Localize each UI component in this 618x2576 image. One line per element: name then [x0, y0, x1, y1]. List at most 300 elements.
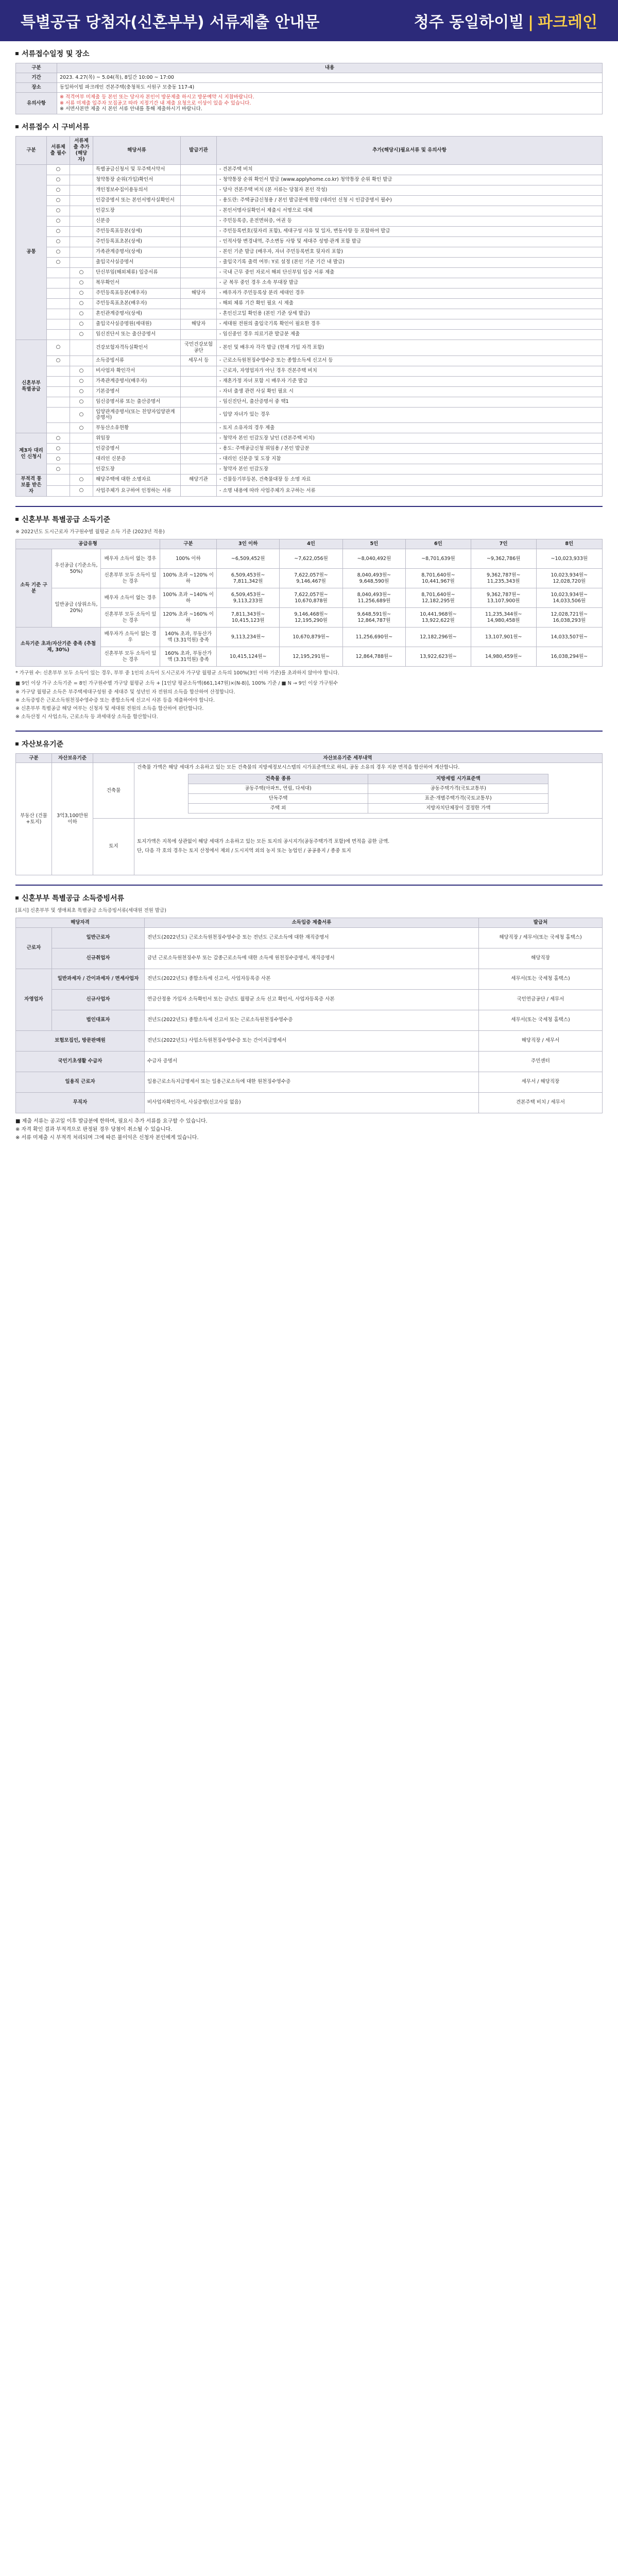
table-row — [16, 647, 603, 667]
income-value: 10,670,879원~ — [280, 628, 342, 647]
income-heading: 신혼부부 특별공급 소득기준 — [15, 514, 603, 524]
table-row — [16, 1092, 603, 1113]
income-value: 8,701,640원~ 12,182,295원 — [406, 588, 471, 608]
document-note: - 군 복무 중인 경우 소속 부대장 발급 — [217, 278, 603, 288]
document-note: - 건물등기부등본, 건축물대장 등 소명 자료 — [217, 474, 603, 485]
document-name: 해당주택에 대한 소명자료 — [93, 474, 181, 485]
additional-mark — [70, 257, 93, 267]
divider — [15, 506, 603, 507]
documents-col-header: 서류제출 추가(해당자) — [70, 137, 93, 165]
schedule-table — [15, 63, 603, 114]
col-asset-detail: 자산보유기준 세부내역 — [93, 753, 603, 763]
additional-mark — [70, 216, 93, 226]
additional-mark: ○ — [70, 288, 93, 298]
income-value: 16,038,294원~ — [536, 647, 602, 667]
land-label: 토지 — [93, 818, 134, 875]
schedule-heading: 서류접수일정 및 장소 — [15, 48, 603, 59]
document-name: 건강보험자격득실확인서 — [93, 340, 181, 355]
page-title: 특별공급 당첨자(신혼부부) 서류제출 안내문 — [21, 13, 320, 31]
issue-docs: 금년 근로소득원천징수부 또는 갑종근로소득에 대한 소득세 원천징수증명서, 재직증명서 — [145, 948, 479, 969]
row-label: 장소 — [16, 82, 57, 92]
building-label: 건축물 — [93, 763, 134, 818]
group-label: 제3자 대리인 신청시 — [16, 433, 47, 474]
issue-col-header: 발급처 — [479, 918, 603, 928]
required-mark: ○ — [47, 257, 70, 267]
issuer-name: 해당기관 — [181, 474, 217, 485]
issuer-name — [181, 216, 217, 226]
issuer-name — [181, 407, 217, 423]
document-name: 비사업자 확인각서 — [93, 366, 181, 376]
issue-section — [0, 893, 618, 1142]
required-mark — [47, 329, 70, 340]
issuer-name — [181, 298, 217, 309]
issue-sub: 법인대표자 — [52, 1010, 145, 1030]
document-name: 주민등록표초본(배우자) — [93, 298, 181, 309]
issuer-name — [181, 267, 217, 278]
income-pct: 120% 초과 ~160% 이하 — [160, 608, 217, 628]
schedule-section — [0, 48, 618, 114]
document-note: - 인적사항 변경내역, 주소변동 사항 및 세대주 성명·관계 포함 발급 — [217, 236, 603, 247]
document-name: 출입국사실증명원(세대원) — [93, 319, 181, 329]
income-value: 9,362,787원~ 13,107,900원 — [471, 588, 536, 608]
documents-col-header: 구분 — [16, 137, 47, 165]
additional-mark — [70, 195, 93, 206]
issuer-name — [181, 454, 217, 464]
document-note: - 해외 체류 기간 확인 필요 시 제출 — [217, 298, 603, 309]
document-note: - 대리인 신분증 및 도장 지참 — [217, 454, 603, 464]
table-row — [16, 247, 603, 257]
income-pct: 160% 초과, 부동산가액 (3.31억원) 충족 — [160, 647, 217, 667]
documents-header-row — [16, 137, 603, 165]
issue-table — [15, 918, 603, 1113]
income-group: 우선공급 (기준소득, 50%) — [52, 549, 101, 588]
issue-footer-line: ※ 자격 확인 결과 부적격으로 판정된 경우 당첨이 취소될 수 있습니다. — [15, 1126, 173, 1132]
document-note: - 출입국기록 출력 여부: Y로 설정 (본인 기준 기간 내 발급) — [217, 257, 603, 267]
document-note: - 토지 소유자의 경우 제출 — [217, 423, 603, 433]
required-mark — [47, 288, 70, 298]
document-name: 인감도장 — [93, 464, 181, 474]
additional-mark — [70, 340, 93, 355]
document-note: - 세대원 전원의 출입국기록 확인이 필요한 경우 — [217, 319, 603, 329]
document-name: 인감도장 — [93, 206, 181, 216]
income-value: 9,113,234원~ — [217, 628, 280, 647]
income-value: 7,622,057원~ 9,146,467원 — [280, 569, 342, 588]
sub-cell: 단독주택 — [188, 794, 368, 804]
caution-value — [57, 92, 603, 114]
income-col-header: 6인 — [406, 539, 471, 549]
issuer-name — [181, 226, 217, 236]
documents-heading: 서류접수 시 구비서류 — [15, 122, 603, 132]
income-value: 10,415,124원~ — [217, 647, 280, 667]
document-name: 혼인관계증명서(상세) — [93, 309, 181, 319]
income-kind: 배우자 소득이 없는 경우 — [101, 549, 160, 569]
additional-mark: ○ — [70, 407, 93, 423]
sub-cell: 공동주택(아파트, 연립, 다세대) — [188, 784, 368, 794]
issue-issuer: 국민연금공단 / 세무서 — [479, 989, 603, 1010]
document-name: 청약통장 순위(가입)확인서 — [93, 175, 181, 185]
sub-cell: 공동주택가격(국토교통부) — [368, 784, 548, 794]
col-asset-criterion: 자산보유기준 — [52, 753, 93, 763]
income-table-note: * 가구원 수: 신혼부부 모두 소득이 있는 경우, 부부 중 1인의 소득이 도시근로자 가구당 월평균 소득의 100%(3인 이하 기준)를 초과하지 않아야 합니다. — [15, 670, 339, 676]
divider — [15, 885, 603, 886]
building-detail — [134, 763, 603, 818]
required-mark: ○ — [47, 236, 70, 247]
document-note: - 본인 기준 발급 (배우자, 자녀 주민등록번호 뒷자리 포함) — [217, 247, 603, 257]
issue-col-header: 소득입증 제출서류 — [145, 918, 479, 928]
table-row — [16, 216, 603, 226]
issue-issuer: 해당직장 / 세무서(또는 국세청 홈택스) — [479, 927, 603, 948]
table-row — [16, 407, 603, 423]
land-desc: 토지가액은 지목에 상관없이 해당 세대가 소유하고 있는 모든 토지의 공시지가(공동주택가격 포함)에 면적을 곱한 금액. — [137, 839, 390, 845]
income-kind: 배우자가 소득이 없는 경우 — [101, 628, 160, 647]
document-note: - 재혼가정 자녀 포함 시 배우자 기준 발급 — [217, 376, 603, 386]
issue-col-header: 해당자격 — [16, 918, 145, 928]
issue-sub: 신규취업자 — [52, 948, 145, 969]
income-col-header: 공급유형 — [16, 539, 160, 549]
issue-docs: 연금산정용 가입자 소득확인서 또는 금년도 월평균 소득 신고 확인서, 사업자등록증 사본 — [145, 989, 479, 1010]
required-mark — [47, 319, 70, 329]
income-col-header: 7인 — [471, 539, 536, 549]
required-mark — [47, 397, 70, 407]
land-extra: 단, 다음 각 호의 경우는 토지 산정에서 제외 / 도시지역 외의 농지 또는 농업인 / 공공용지 / 종중 토지 — [137, 848, 351, 854]
required-mark: ○ — [47, 444, 70, 454]
additional-mark: ○ — [70, 329, 93, 340]
row-label: 기간 — [16, 73, 57, 82]
document-name: 인감증명서 또는 본인서명사실확인서 — [93, 195, 181, 206]
table-row — [16, 423, 603, 433]
issue-group: 자영업자 — [16, 969, 52, 1030]
income-note-line: ※ 신혼부부 특별공급 해당 여부는 신청자 및 세대원 전원의 소득을 합산하여 판단합니다. — [15, 706, 204, 711]
income-value: 12,864,788원~ — [342, 647, 405, 667]
asset-heading: 자산보유기준 — [15, 739, 603, 749]
issue-docs: 일용근로소득지급명세서 또는 일용근로소득에 대한 원천징수영수증 — [145, 1072, 479, 1092]
square-bullet-icon — [15, 896, 19, 900]
income-value: 8,701,640원~ 10,441,967원 — [406, 569, 471, 588]
issue-docs: 전년도(2022년도) 종합소득세 신고서, 사업자등록증 사본 — [145, 969, 479, 989]
income-block-label: 소득기준 초과/자산기준 충족 (추첨제, 30%) — [16, 628, 101, 667]
issuer-name: 국민건강보험공단 — [181, 340, 217, 355]
additional-mark: ○ — [70, 397, 93, 407]
additional-mark: ○ — [70, 423, 93, 433]
income-value: 6,509,453원~ 9,113,233원 — [217, 588, 280, 608]
issue-issuer: 견본주택 비치 / 세무서 — [479, 1092, 603, 1113]
income-col-header: 8인 — [536, 539, 602, 549]
income-kind: 신혼부부 모두 소득이 있는 경우 — [101, 647, 160, 667]
issue-sub: 일반근로자 — [52, 927, 145, 948]
title-separator: | — [528, 13, 534, 31]
table-row — [16, 464, 603, 474]
income-value: 10,023,934원~ 12,028,720원 — [536, 569, 602, 588]
required-mark: ○ — [47, 175, 70, 185]
table-row — [16, 1072, 603, 1092]
col-asset-type: 구분 — [16, 753, 52, 763]
table-row — [16, 1030, 603, 1051]
table-row — [16, 319, 603, 329]
issuer-name: 세무서 등 — [181, 355, 217, 366]
additional-mark: ○ — [70, 386, 93, 397]
additional-mark: ○ — [70, 309, 93, 319]
issuer-name — [181, 376, 217, 386]
document-name: 소득증빙서류 — [93, 355, 181, 366]
table-row — [16, 309, 603, 319]
document-note: - 임신중인 경우 의료기관 발급분 제출 — [217, 329, 603, 340]
issuer-name — [181, 309, 217, 319]
table-row — [16, 355, 603, 366]
documents-col-header: 해당서류 — [93, 137, 181, 165]
issuer-name: 해당자 — [181, 319, 217, 329]
document-note: - 입양 자녀가 있는 경우 — [217, 407, 603, 423]
issuer-name — [181, 247, 217, 257]
asset-section — [0, 739, 618, 875]
document-name: 위임장 — [93, 433, 181, 444]
income-col-header: 구분 — [160, 539, 217, 549]
document-name: 부동산소유현황 — [93, 423, 181, 433]
sub-col-kind: 건축물 종류 — [188, 774, 368, 784]
document-note: - 주민등록증, 운전면허증, 여권 등 — [217, 216, 603, 226]
table-row — [16, 376, 603, 386]
required-mark — [47, 376, 70, 386]
income-value: 12,028,721원~ 16,038,293원 — [536, 608, 602, 628]
required-mark — [47, 485, 70, 496]
sub-cell: 표준·개별주택가격(국토교통부) — [368, 794, 548, 804]
issuer-name — [181, 485, 217, 496]
issuer-name — [181, 464, 217, 474]
additional-mark — [70, 454, 93, 464]
required-mark: ○ — [47, 433, 70, 444]
income-value: 14,033,507원~ — [536, 628, 602, 647]
issue-footer-line: ■ 제출 서류는 공고일 이후 발급분에 한하며, 필요시 추가 서류를 요구할 수 있습니다. — [15, 1118, 208, 1124]
table-row — [16, 164, 603, 175]
income-pct: 140% 초과, 부동산가액 (3.31억원) 충족 — [160, 628, 217, 647]
header-banner — [0, 0, 618, 41]
row-label: 유의사항 — [16, 92, 57, 114]
required-mark — [47, 407, 70, 423]
group-label: 신혼부부 특별공급 — [16, 340, 47, 433]
table-row — [16, 386, 603, 397]
income-pct: 100% 초과 ~140% 이하 — [160, 588, 217, 608]
income-note-line: ※ 소득산정 시 사업소득, 근로소득 등 과세대상 소득을 합산합니다. — [15, 714, 158, 720]
document-note: - 배우자가 주민등록상 분리 세대인 경우 — [217, 288, 603, 298]
document-name: 주민등록표등본(배우자) — [93, 288, 181, 298]
table-row — [16, 474, 603, 485]
income-block-label: 소득 기준 구분 — [16, 549, 52, 628]
income-col-header: 4인 — [280, 539, 342, 549]
income-kind: 신혼부부 모두 소득이 있는 경우 — [101, 608, 160, 628]
documents-section — [0, 122, 618, 497]
additional-mark: ○ — [70, 376, 93, 386]
square-bullet-icon — [15, 52, 19, 55]
table-row — [16, 569, 603, 588]
income-value: ~8,040,492원 — [342, 549, 405, 569]
document-note: - 본인 및 배우자 각각 발급 (현재 가입 자격 포함) — [217, 340, 603, 355]
divider — [15, 731, 603, 732]
table-row — [16, 549, 603, 569]
issue-sub: 보험모집인, 방문판매원 — [16, 1030, 145, 1051]
table-row — [16, 206, 603, 216]
income-value: 10,023,934원~ 14,033,506원 — [536, 588, 602, 608]
income-note-line: ■ 9인 이상 가구 소득기준 = 8인 가구원수별 가구당 월평균 소득 + [1인당 평균소득액(661,147원)×(N-8)], 100% 기준 / ■ N → 9인 이상 가구원수 — [15, 681, 338, 687]
issue-sub: 일반과세자 / 간이과세자 / 면세사업자 — [52, 969, 145, 989]
issuer-name — [181, 195, 217, 206]
land-detail — [134, 818, 603, 875]
document-name: 개인정보수집이용동의서 — [93, 185, 181, 195]
issue-issuer: 세무서 / 해당직장 — [479, 1072, 603, 1092]
documents-col-header: 추가(해당시)필요서류 및 유의사항 — [217, 137, 603, 165]
building-desc: 건축물 가액은 해당 세대가 소유하고 있는 모든 건축물의 지방세정보시스템의 시가표준액으로 하되, 공동 소유의 경우 지분 면적을 합산하여 계산합니다. — [137, 765, 460, 771]
issuer-name — [181, 397, 217, 407]
issuer-name — [181, 164, 217, 175]
table-row — [16, 195, 603, 206]
required-mark — [47, 474, 70, 485]
issue-group: 근로자 — [16, 927, 52, 969]
issuer-name — [181, 423, 217, 433]
income-subtitle: ※ 2022년도 도시근로자 가구원수별 월평균 소득 기준 (2023년 적용) — [15, 529, 165, 535]
income-value: 9,648,591원~ 12,864,787원 — [342, 608, 405, 628]
square-bullet-icon — [15, 125, 19, 128]
issue-sub: 일용직 근로자 — [16, 1072, 145, 1092]
table-row — [16, 628, 603, 647]
income-value: 11,256,690원~ — [342, 628, 405, 647]
complex-name — [414, 9, 597, 32]
required-mark — [47, 278, 70, 288]
table-row — [16, 989, 603, 1010]
document-note: - 청약자 본인 인감도장 — [217, 464, 603, 474]
document-note: - 근로소득원천징수영수증 또는 종합소득세 신고서 등 — [217, 355, 603, 366]
table-row — [16, 433, 603, 444]
issue-sub: 무직자 — [16, 1092, 145, 1113]
required-mark: ○ — [47, 340, 70, 355]
sub-cell: 주택 외 — [188, 803, 368, 813]
table-row — [16, 298, 603, 309]
required-mark — [47, 423, 70, 433]
document-note: - 혼인신고일 확인용 (본인 기준 상세 발급) — [217, 309, 603, 319]
income-kind: 배우자 소득이 없는 경우 — [101, 588, 160, 608]
additional-mark: ○ — [70, 298, 93, 309]
documents-table — [15, 136, 603, 497]
table-row — [16, 948, 603, 969]
issue-issuer: 세무서(또는 국세청 홈택스) — [479, 969, 603, 989]
document-name: 인감증명서 — [93, 444, 181, 454]
issuer-name — [181, 206, 217, 216]
documents-col-header: 발급기관 — [181, 137, 217, 165]
issuer-name — [181, 444, 217, 454]
brand-label: 파크레인 — [538, 13, 597, 31]
document-note: - 근로자, 자영업자가 아닌 경우 견본주택 비치 — [217, 366, 603, 376]
asset-label: 부동산 (건물+토지) — [16, 763, 52, 875]
document-note: - 임신진단서, 출산증명서 중 택1 — [217, 397, 603, 407]
income-value: 10,441,968원~ 13,922,622원 — [406, 608, 471, 628]
document-name: 가족관계증명서(배우자) — [93, 376, 181, 386]
table-row — [16, 175, 603, 185]
table-row — [16, 226, 603, 236]
col-type: 구분 — [16, 63, 57, 73]
income-group: 일반공급 (상위소득, 20%) — [52, 588, 101, 628]
additional-mark — [70, 433, 93, 444]
document-name: 기본증명서 — [93, 386, 181, 397]
document-name: 임신진단서 또는 출산증명서 — [93, 329, 181, 340]
income-value: ~10,023,933원 — [536, 549, 602, 569]
income-value: 7,811,343원~ 10,415,123원 — [217, 608, 280, 628]
issue-docs: 전년도(2022년도) 사업소득원천징수영수증 또는 간이지급명세서 — [145, 1030, 479, 1051]
issue-subtitle: [표시] 신혼부부 및 생애최초 특별공급 소득증빙서류(세대원 전원 발급) — [15, 907, 166, 913]
income-value: ~8,701,639원 — [406, 549, 471, 569]
issue-issuer: 해당직장 / 세무서 — [479, 1030, 603, 1051]
document-note: - 당사 견본주택 비치 (본 서류는 당첨자 본인 작성) — [217, 185, 603, 195]
additional-mark: ○ — [70, 485, 93, 496]
income-value: 7,622,057원~ 10,670,878원 — [280, 588, 342, 608]
income-value: 8,040,493원~ 11,256,689원 — [342, 588, 405, 608]
issue-docs: 전년도(2022년도) 근로소득원천징수영수증 또는 전년도 근로소득에 대한 재직증명서 — [145, 927, 479, 948]
square-bullet-icon — [15, 518, 19, 521]
asset-table — [15, 753, 603, 875]
income-value: 8,040,493원~ 9,648,590원 — [342, 569, 405, 588]
income-pct: 100% 이하 — [160, 549, 217, 569]
required-mark: ○ — [47, 247, 70, 257]
required-mark: ○ — [47, 185, 70, 195]
income-value: 9,362,787원~ 11,235,343원 — [471, 569, 536, 588]
table-row — [16, 278, 603, 288]
income-col-header: 3인 이하 — [217, 539, 280, 549]
issue-docs: 수급자 증명서 — [145, 1051, 479, 1072]
document-note: - 용도란: 주택공급신청용 / 본인 발급분에 한함 (대리인 신청 시 인감증명서 필수) — [217, 195, 603, 206]
table-row — [16, 267, 603, 278]
required-mark — [47, 267, 70, 278]
income-note-line: ※ 소득증빙은 근로소득원천징수영수증 또는 종합소득세 신고서 사본 등을 제출하여야 합니다. — [15, 697, 215, 703]
income-pct: 100% 초과 ~120% 이하 — [160, 569, 217, 588]
income-kind: 신혼부부 모두 소득이 있는 경우 — [101, 569, 160, 588]
table-row — [16, 397, 603, 407]
table-row — [16, 1010, 603, 1030]
table-row — [16, 185, 603, 195]
document-note: - 청약통장 순위 확인서 발급 (www.applyhome.co.kr) 청약통장 순위 확인 발급 — [217, 175, 603, 185]
document-name: 대리인 신분증 — [93, 454, 181, 464]
building-subtable — [188, 774, 548, 814]
issue-sub: 신규사업자 — [52, 989, 145, 1010]
income-value: ~9,362,786원 — [471, 549, 536, 569]
issue-docs: 비사업자확인각서, 사실증명(신고사실 없음) — [145, 1092, 479, 1113]
issue-heading: 신혼부부 특별공급 소득증빙서류 — [15, 893, 603, 903]
document-name: 단신부임(해외체류) 입증서류 — [93, 267, 181, 278]
table-row — [16, 927, 603, 948]
issuer-name — [181, 366, 217, 376]
required-mark: ○ — [47, 195, 70, 206]
issuer-name — [181, 175, 217, 185]
required-mark — [47, 309, 70, 319]
document-note: - 소명 내용에 따라 사업주체가 요구하는 서류 — [217, 485, 603, 496]
required-mark: ○ — [47, 164, 70, 175]
required-mark: ○ — [47, 206, 70, 216]
asset-value: 3억3,100만원 이하 — [52, 763, 93, 875]
issue-issuer: 세무서(또는 국세청 홈택스) — [479, 1010, 603, 1030]
issue-issuer: 해당직장 — [479, 948, 603, 969]
income-value: ~6,509,452원 — [217, 549, 280, 569]
issuer-name — [181, 185, 217, 195]
required-mark — [47, 386, 70, 397]
income-value: 6,509,453원~ 7,811,342원 — [217, 569, 280, 588]
income-note-line: ※ 가구당 월평균 소득은 부주택세대구성원 중 세대주 및 성년인 자 전원의 소득을 합산하여 산정합니다. — [15, 689, 235, 695]
additional-mark: ○ — [70, 319, 93, 329]
additional-mark — [70, 185, 93, 195]
income-table — [15, 539, 603, 667]
additional-mark — [70, 164, 93, 175]
col-content: 내용 — [57, 63, 603, 73]
required-mark: ○ — [47, 355, 70, 366]
income-notes — [15, 680, 603, 721]
income-value: 13,922,623원~ — [406, 647, 471, 667]
sub-col-value: 지방세법 시가표준액 — [368, 774, 548, 784]
issuer-name: 해당자 — [181, 288, 217, 298]
document-name: 가족관계증명서(상세) — [93, 247, 181, 257]
